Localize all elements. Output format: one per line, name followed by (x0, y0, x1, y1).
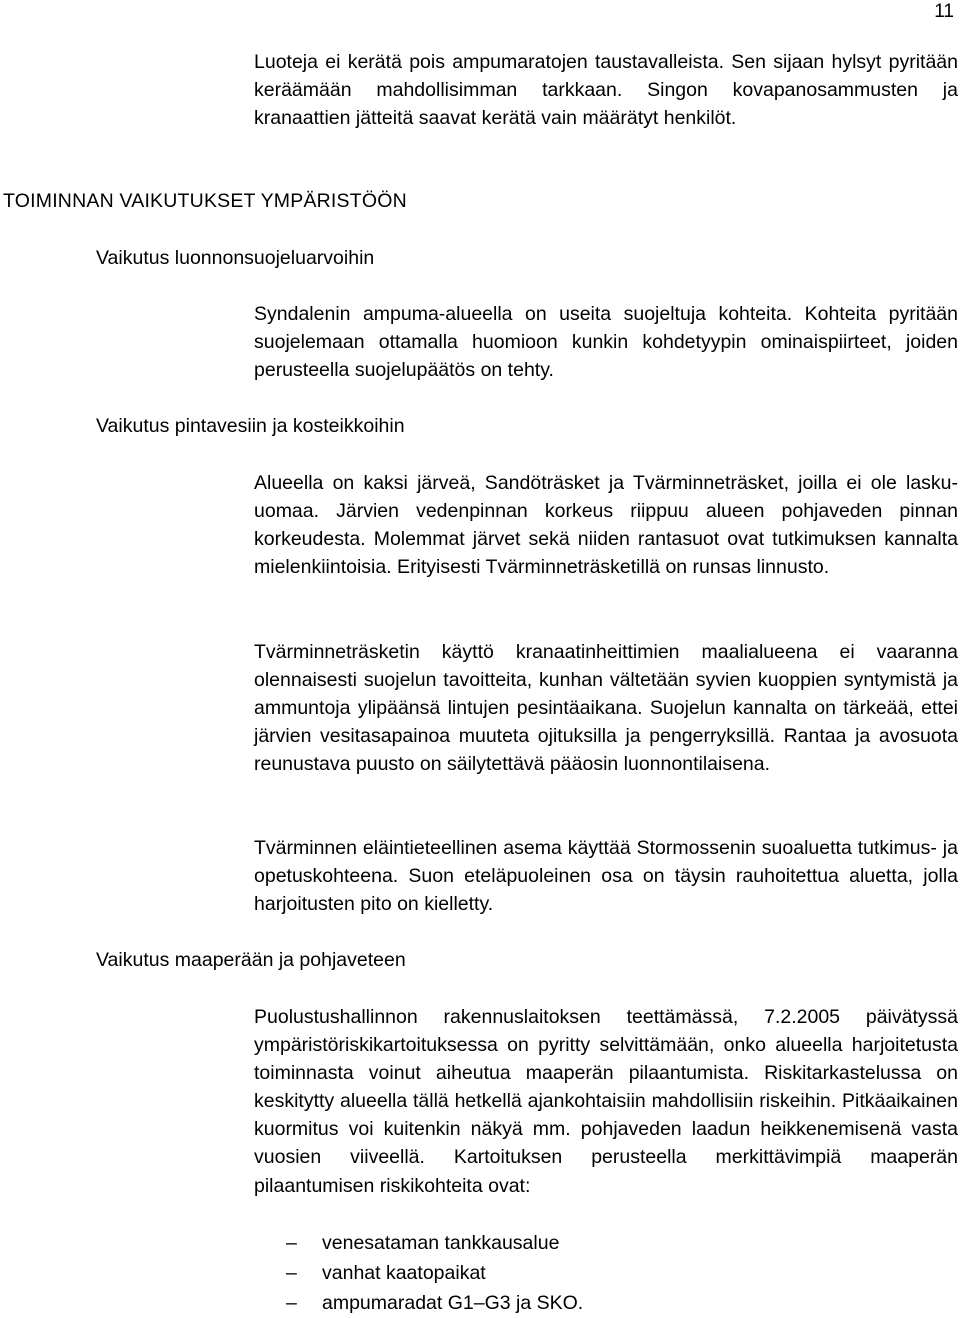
page-number: 11 (934, 1, 954, 22)
section-title: TOIMINNAN VAIKUTUKSET YMPÄRISTÖÖN (3, 190, 407, 212)
water-paragraph-2: Tvärminneträsketin käyttö kranaatinheittimien maalialueena ei vaaranna olennaisesti suojelun tavoitteita, kunhan vältetään syvien kuoppien syntymistä ja ammuntoja ylipäänsä lintujen pesintäaikana. Suojelun kannalta on tärkeää, ettei järvien vesitasapainoa muuteta ojituksilla ja pengerryksillä. Rantaa ja avosuota reunustava puusto on säilytettävä pääosin luonnontilaisena. (254, 641, 958, 776)
heading-nature-conservation: Vaikutus luonnonsuojeluarvoihin (96, 247, 375, 269)
intro-paragraph: Luoteja ei kerätä pois ampumaratojen taustavalleista. Sen sijaan hylsyt pyritään keräämään mahdollisimman tarkkaan. Singon kovapanosammusten ja kranaattien jätteitä saavat kerätä vain määrätyt henkilöt. (254, 51, 958, 130)
water-paragraph-3: Tvärminnen eläintieteellinen asema käyttää Stormossenin suoaluetta tutkimus- ja opetuskohteena. Suon eteläpuoleinen osa on täysin rauhoitettua aluetta, jolla harjoitusten pito on kielletty. (254, 837, 958, 916)
list-item (254, 1258, 583, 1288)
heading-surface-water: Vaikutus pintavesiin ja kosteikkoihin (96, 415, 405, 437)
list-item (254, 1228, 583, 1258)
risk-site-list (254, 1228, 583, 1318)
water-paragraph-1: Alueella on kaksi järveä, Sandöträsket ja Tvärminneträsket, joilla ei ole lasku-uomaa. Järvien vedenpinnan korkeus riippuu alueen pohjaveden pinnan korkeudesta. Molemmat järvet sekä niiden rantasuot ovat tutkimuksen kannalta mielenkiintoisia. Erityisesti Tvärminneträsketillä on runsas linnusto. (254, 472, 958, 579)
dash-bullet: – (286, 1292, 297, 1314)
heading-soil-groundwater: Vaikutus maaperään ja pohjaveteen (96, 949, 406, 971)
list-item (254, 1288, 583, 1318)
soil-paragraph: Puolustushallinnon rakennuslaitoksen teettämässä, 7.2.2005 päivätyssä ympäristöriskikartoituksessa on pyritty selvittämään, onko alueella harjoitetusta toiminnasta voinut aiheutua maaperän pilaantumista. Riskitarkastelussa on keskitytty alueella tällä hetkellä ajankohtaisiin mahdollisiin riskeihin. Pitkäaikainen kuormitus voi kuitenkin näkyä mm. pohjaveden laadun heikkenemisenä vasta vuosien viiveellä. Kartoituksen perusteella merkittävimpiä maaperän pilaantumisen riskikohteita ovat: (254, 1006, 958, 1197)
dash-bullet: – (286, 1262, 297, 1284)
nature-paragraph: Syndalenin ampuma-alueella on useita suojeltuja kohteita. Kohteita pyritään suojelemaan ottamalla huomioon kunkin kohdetyypin ominaispiirteet, joiden perusteella suojelupäätös on tehty. (254, 303, 958, 382)
list-item-text: ampumaradat G1–G3 ja SKO. (322, 1292, 584, 1314)
dash-bullet: – (286, 1232, 297, 1254)
list-item-text: vanhat kaatopaikat (322, 1262, 486, 1284)
list-item-text: venesataman tankkausalue (322, 1232, 560, 1254)
